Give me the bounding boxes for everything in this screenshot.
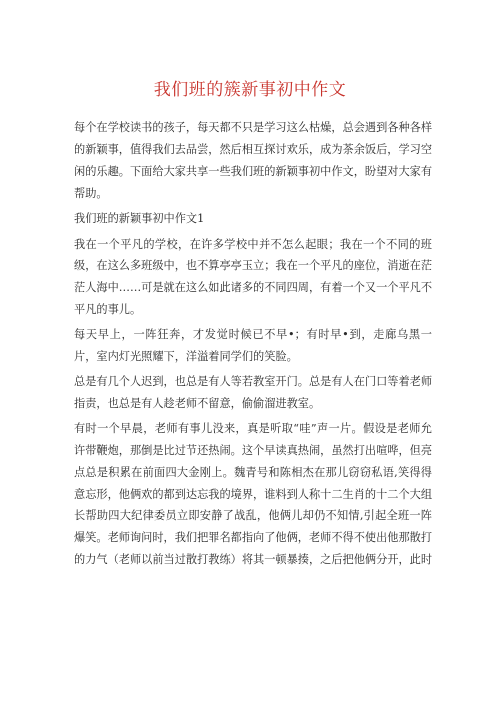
body-paragraph: 我在一个平凡的学校，在许多学校中并不怎么起眼；我在一个不同的班级，在这么多班级中，也不算亭亭玉立；我在一个平凡的座位，消逝在茫茫人海中……可是就在这么如此诸多的不同四周，有着一个又一个平凡不平凡的事儿。 (74, 237, 433, 317)
document-body (74, 117, 432, 574)
document-title: 我们班的簇新事初中作文 (153, 80, 347, 100)
body-paragraph: 每天早上，一阵狂奔，才发觉时候已不早•；有时早•到，走廊乌黑一片，室内灯光照耀下，洋溢着同学们的笑脸。 (74, 328, 432, 364)
body-paragraph: 总是有几个人迟到，也总是有人等若教室开门。总是有人在门口等着老师指责，也总是有人趁老师不留意，偷偷溜进教室。 (74, 374, 433, 410)
intro-paragraph: 每个在学校读书的孩子，每天都不只是学习这么枯燥，总会遇到各种各样的新颖事，值得我们去品尝，然后相互探讨欢乐，成为茶余饭后，学习空闲的乐趣。下面给大家共享一些我们班的新颖事初中作文，盼望对大家有帮助。 (74, 121, 433, 200)
section-heading: 我们班的新颖事初中作文1 (74, 211, 205, 225)
body-paragraph: 有时一个早晨，老师有事儿没来，真是听取“哇”声一片。假设是老师允许带鞭炮，那倒是比过节还热闹。这个早读真热闹，虽然打出喧哗，但亮点总是积累在前面四大金刚上。魏青号和陈相杰在那儿窃窃私语,笑得得意忘形，他俩欢的都到达忘我的境界，谁料到人称十二生肖的十二个大组长帮助四大纪律委员立即安静了战乱，他俩儿却仍不知情,引起全班一阵爆笑。老师询问时，我们把罪名都指向了他俩，老师不得不使出他那散打的力气（老师以前当过散打教练）将其一顿暴揍，之后把他俩分开，此时 (74, 421, 433, 567)
